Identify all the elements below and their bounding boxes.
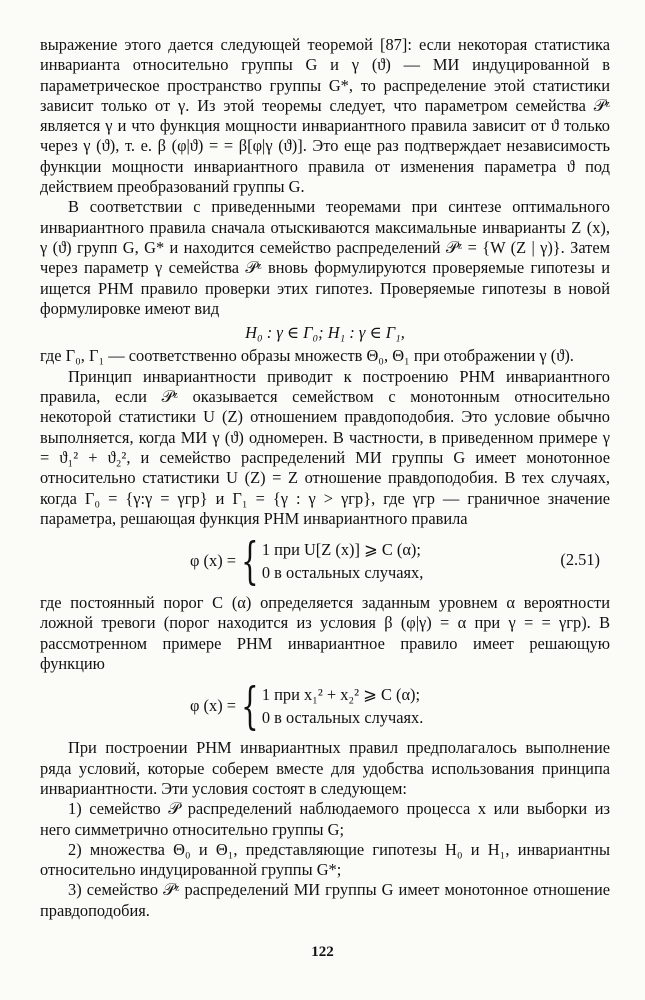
brace-symbol: {	[241, 677, 259, 736]
paragraph-4: Принцип инвариантности приводит к построению РНМ инвариантного правила, если 𝒫ᶻ оказывается семейством с монотонным относительно некоторой статистики U (Z) отношением правдоподобия. Это условие обычно выполняется, когда МИ γ (ϑ) одномерен. В частности, в приведенном примере γ = ϑ₁² + ϑ₂², и семейство распределений МИ группы G имеет монотонное относительно статистики U (Z) = Z отношение правдоподобия. В тех случаях, когда Γ₀ = {γ:γ = γгр} и Γ₁ = {γ : γ > γгр}, где γгр — граничное значение параметра, решающая функция РНМ инвариантного правила	[40, 366, 610, 528]
equation-2-51	[40, 532, 610, 591]
page-number: 122	[311, 944, 334, 960]
equation-number: (2.51)	[560, 550, 600, 570]
equation-case-2: 0 в остальных случаях,	[261, 563, 424, 583]
paragraph-1: выражение этого дается следующей теоремой [87]: если некоторая статистика инварианта относительно группы G и γ (ϑ) — МИ индуцированной в параметрическое пространство группы G*, то распределение этой статистики зависит только от γ. Из этой теоремы следует, что параметром семейства 𝒫ᶻ является γ и что функция мощности инвариантного правила зависит от ϑ только через γ (ϑ), т. е. β (φ|ϑ) = = β[φ|γ (ϑ)]. Это еще раз подтверждает независимость функции мощности инвариантного правила от изменения параметра ϑ под действием преобразований группы G.	[40, 35, 610, 197]
condition-3: 3) семейство 𝒫ᶻ распределений МИ группы G имеет монотонное отношение правдоподобия.	[40, 880, 610, 920]
equation-case-1: 1 при x₁² + x₂² ⩾ C (α);	[261, 685, 421, 705]
condition-2: 2) множества Θ₀ и Θ₁, представляющие гипотезы H₀ и H₁, инвариантны относительно индуцированной группы G*;	[40, 839, 610, 880]
equation-case-2: 0 в остальных случаях.	[261, 708, 424, 728]
paragraph-3: где Γ₀, Γ₁ — соответственно образы множеств Θ₀, Θ₁ при отображении γ (ϑ).	[40, 346, 574, 366]
paragraph-5: где постоянный порог C (α) определяется заданным уровнем α вероятности ложной тревоги (порог находится из условия β (φ|γ) = α при γ = = γгр). В рассмотренном примере РНМ инвариантное правило имеет решающую функцию	[40, 593, 610, 674]
paragraph-6: При построении РНМ инвариантных правил предполагалось выполнение ряда условий, которые соберем вместе для удобства использования принципа инвариантности. Эти условия состоят в следующем:	[40, 738, 610, 798]
brace-symbol: {	[241, 532, 259, 591]
equation-example	[40, 677, 610, 736]
hypotheses-formula: H₀ : γ ∈ Γ₀; H₁ : γ ∈ Γ₁,	[245, 323, 405, 343]
condition-1: 1) семейство 𝒫 распределений наблюдаемого процесса x или выборки из него симметрично относительно группы G;	[40, 799, 610, 839]
paragraph-2: В соответствии с приведенными теоремами при синтезе оптимального инвариантного правила сначала отыскиваются максимальные инварианты Z (x), γ (ϑ) групп G, G* и находится семейство распределений 𝒫ᶻ = {W (Z | γ)}. Затем через параметр γ семейства 𝒫ᶻ вновь формулируются проверяемые гипотезы и ищется РНМ правило проверки этих гипотез. Проверяемые гипотезы в новой формулировке имеют вид	[40, 197, 610, 318]
equation-lhs: φ (x) =	[190, 550, 237, 570]
equation-lhs: φ (x) =	[190, 696, 237, 716]
equation-case-1: 1 при U[Z (x)] ⩾ C (α);	[261, 540, 421, 560]
body-text	[40, 35, 610, 921]
